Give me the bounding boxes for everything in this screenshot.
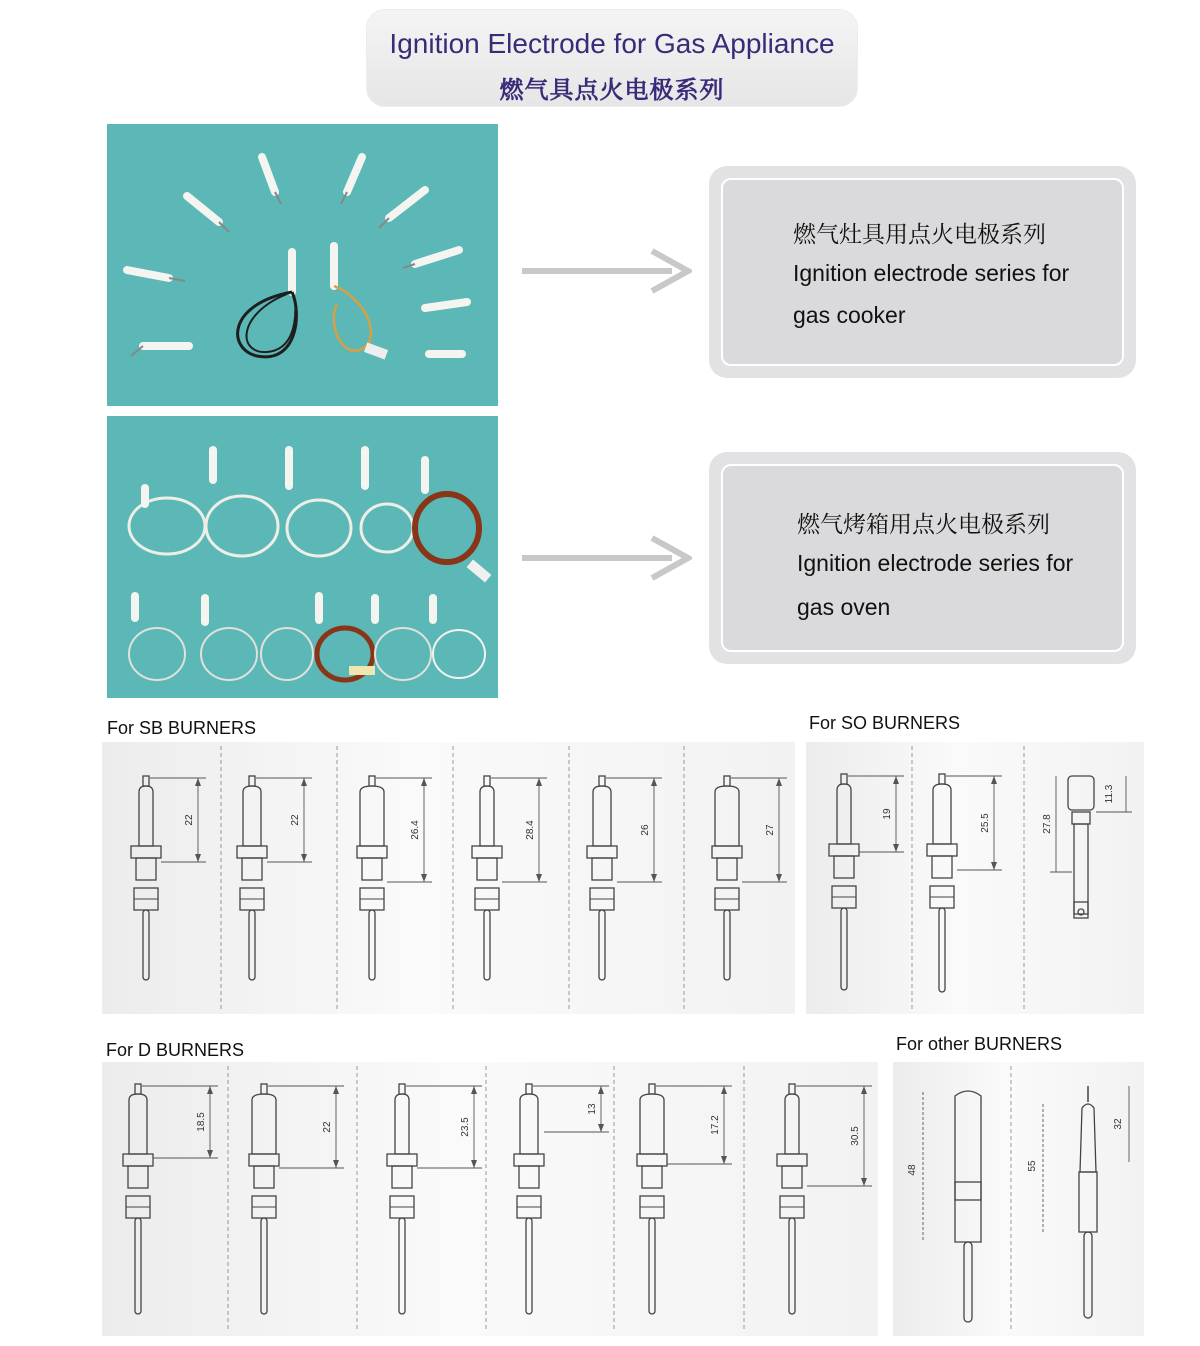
cooker-series-box bbox=[709, 166, 1136, 378]
d-electrode-drawing bbox=[777, 1084, 872, 1314]
sb-electrode-drawing bbox=[131, 776, 206, 980]
page-title-chinese: 燃气具点火电极系列 bbox=[499, 76, 725, 104]
d-electrode-drawing bbox=[249, 1084, 344, 1314]
so-electrode-drawing bbox=[829, 774, 904, 990]
dimension-label: 23.5 bbox=[460, 1117, 471, 1137]
series-name-chinese: 燃气烤箱用点火电极系列 bbox=[797, 512, 1050, 538]
dimension-label: 22 bbox=[184, 814, 195, 826]
section-label-other: For other BURNERS bbox=[896, 1034, 1063, 1054]
page-title: Ignition Electrode for Gas Appliance bbox=[389, 28, 835, 59]
series-name-line1: Ignition electrode series for bbox=[797, 550, 1074, 576]
so-burner-drawings bbox=[806, 742, 1144, 1014]
so-electrode-drawing bbox=[1042, 776, 1132, 918]
d-electrode-drawing bbox=[514, 1084, 609, 1314]
dimension-label: 48 bbox=[907, 1164, 918, 1176]
sb-burner-drawings bbox=[102, 742, 795, 1014]
dimension-label: 55 bbox=[1027, 1160, 1038, 1172]
series-name-line2: gas oven bbox=[797, 594, 891, 620]
so-electrode-drawing bbox=[927, 774, 1002, 992]
dimension-label: 25.5 bbox=[980, 813, 991, 833]
d-electrode-drawing bbox=[637, 1084, 732, 1314]
title-banner bbox=[367, 10, 857, 106]
d-burner-drawings bbox=[102, 1062, 878, 1336]
dimension-label: 22 bbox=[322, 1121, 333, 1133]
oven-electrodes-photo bbox=[107, 416, 498, 698]
arrow-right-icon bbox=[522, 246, 692, 296]
d-electrode-drawing bbox=[387, 1084, 482, 1314]
oven-series-box bbox=[709, 452, 1136, 664]
other-electrode-drawing bbox=[1027, 1086, 1129, 1318]
section-label-d: For D BURNERS bbox=[106, 1040, 245, 1060]
dimension-label: 26 bbox=[640, 824, 651, 836]
dimension-label: 28.4 bbox=[525, 820, 536, 840]
dimension-label: 32 bbox=[1113, 1118, 1124, 1130]
d-electrode-drawing bbox=[123, 1084, 218, 1314]
sb-electrode-drawing bbox=[357, 776, 432, 980]
dimension-label: 18.5 bbox=[196, 1112, 207, 1132]
dimension-label: 19 bbox=[882, 808, 893, 820]
series-name-chinese: 燃气灶具用点火电极系列 bbox=[793, 222, 1046, 248]
sb-electrode-drawing bbox=[472, 776, 547, 980]
section-label-sb: For SB BURNERS bbox=[107, 718, 257, 738]
sb-electrode-drawing bbox=[587, 776, 662, 980]
sb-electrode-drawing bbox=[237, 776, 312, 980]
dimension-label: 27 bbox=[765, 824, 776, 836]
dimension-label: 17.2 bbox=[710, 1115, 721, 1135]
arrow-right-icon bbox=[522, 533, 692, 583]
series-name-line2: gas cooker bbox=[793, 302, 906, 328]
dimension-label: 27.8 bbox=[1042, 814, 1053, 834]
dimension-label: 30.5 bbox=[850, 1126, 861, 1146]
dimension-label: 13 bbox=[587, 1103, 598, 1115]
dimension-label: 22 bbox=[290, 814, 301, 826]
dimension-label: 26.4 bbox=[410, 820, 421, 840]
sb-electrode-drawing bbox=[712, 776, 787, 980]
dimension-label: 11.3 bbox=[1104, 784, 1115, 804]
other-burner-drawings bbox=[893, 1062, 1144, 1336]
cooker-electrodes-photo bbox=[107, 124, 498, 406]
section-label-so: For SO BURNERS bbox=[809, 713, 961, 733]
other-electrode-drawing bbox=[907, 1091, 981, 1322]
series-name-line1: Ignition electrode series for bbox=[793, 260, 1070, 286]
